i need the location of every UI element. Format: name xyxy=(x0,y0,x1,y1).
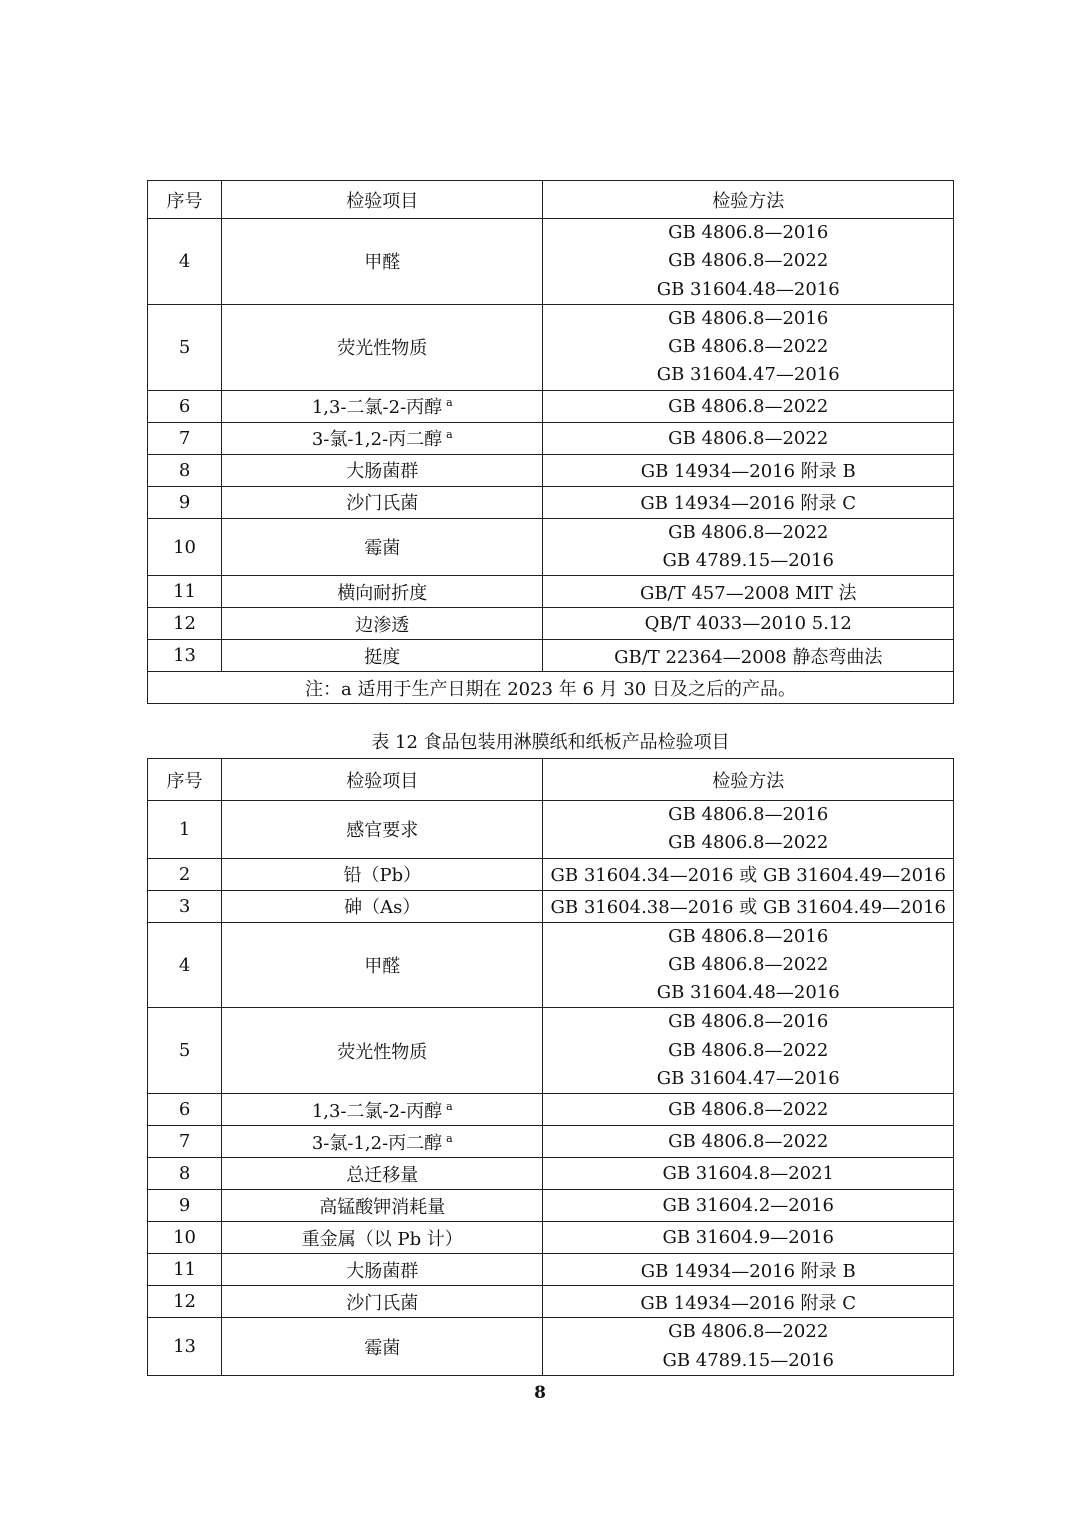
inspection-item xyxy=(222,1318,543,1376)
table-row xyxy=(148,1126,954,1158)
method-line: GB 4806.8—2016 xyxy=(668,1011,829,1033)
table-row xyxy=(148,390,954,422)
method-line: GB 4806.8—2022 xyxy=(668,521,829,543)
inspection-method: GB 4806.8—2022 xyxy=(543,1126,954,1158)
row-number: 10 xyxy=(148,518,222,576)
row-number: 2 xyxy=(148,858,222,890)
table-header-row xyxy=(148,759,954,801)
page-number: 8 xyxy=(534,1383,546,1403)
inspection-method: GB 4806.8—2022 xyxy=(543,1094,954,1126)
item-label: 荧光性物质 xyxy=(337,1041,428,1063)
item-label: 沙门氏菌 xyxy=(346,1292,419,1314)
inspection-method: GB 31604.8—2021 xyxy=(543,1158,954,1190)
row-number: 13 xyxy=(148,1318,222,1376)
header-method: 检验方法 xyxy=(543,181,954,219)
row-number: 3 xyxy=(148,890,222,922)
item-label: 甲醛 xyxy=(364,956,401,978)
table-row xyxy=(148,1318,954,1376)
header-method: 检验方法 xyxy=(543,759,954,801)
table-note: 注：a 适用于生产日期在 2023 年 6 月 30 日及之后的产品。 xyxy=(148,672,954,704)
item-label: 霉菌 xyxy=(364,1337,401,1359)
item-label: 荧光性物质 xyxy=(337,338,428,360)
row-number: 12 xyxy=(148,608,222,640)
inspection-method: QB/T 4033—2010 5.12 xyxy=(543,608,954,640)
footnote-marker: a xyxy=(446,1099,453,1113)
inspection-table-continued xyxy=(147,180,954,704)
table-row xyxy=(148,518,954,576)
table-note-row xyxy=(148,672,954,704)
row-number: 9 xyxy=(148,486,222,518)
method-line: GB 4806.8—2022 xyxy=(668,336,829,358)
method-line: GB 31604.47—2016 xyxy=(656,1068,840,1090)
item-label: 重金属（以 Pb 计） xyxy=(301,1228,463,1250)
inspection-method: GB 31604.2—2016 xyxy=(543,1190,954,1222)
item-label: 大肠菌群 xyxy=(346,461,419,483)
method-line: GB 4806.8—2016 xyxy=(668,804,829,825)
inspection-item xyxy=(222,1126,543,1158)
method-line: GB 31604.47—2016 xyxy=(656,364,840,386)
method-line: GB 4806.8—2016 xyxy=(668,307,829,329)
inspection-method: GB 31604.34—2016 或 GB 31604.49—2016 xyxy=(543,858,954,890)
header-item: 检验项目 xyxy=(222,181,543,219)
method-line: GB 4789.15—2016 xyxy=(662,550,835,572)
method-line: GB 31604.48—2016 xyxy=(656,982,840,1004)
row-number: 7 xyxy=(148,1126,222,1158)
inspection-method: GB 31604.9—2016 xyxy=(543,1222,954,1254)
table-row xyxy=(148,890,954,922)
method-line: GB 4789.15—2016 xyxy=(662,1349,835,1371)
inspection-item xyxy=(222,858,543,890)
table-row xyxy=(148,304,954,390)
header-no: 序号 xyxy=(148,181,222,219)
inspection-method: GB 4806.8—2022 xyxy=(543,390,954,422)
inspection-method: GB 31604.38—2016 或 GB 31604.49—2016 xyxy=(543,890,954,922)
table-row xyxy=(148,801,954,859)
table-row xyxy=(148,608,954,640)
table-row xyxy=(148,454,954,486)
inspection-item xyxy=(222,640,543,672)
item-label: 甲醛 xyxy=(364,252,401,274)
footnote-marker: a xyxy=(446,1131,453,1145)
table-row xyxy=(148,1158,954,1190)
inspection-method xyxy=(543,518,954,576)
item-label: 1,3-二氯-2-丙醇 xyxy=(311,397,443,419)
method-line: GB 4806.8—2022 xyxy=(668,953,829,975)
row-number: 13 xyxy=(148,640,222,672)
item-label: 3-氯-1,2-丙二醇 xyxy=(311,429,443,451)
header-item: 检验项目 xyxy=(222,759,543,801)
row-number: 10 xyxy=(148,1222,222,1254)
inspection-method xyxy=(543,219,954,305)
table-row xyxy=(148,1286,954,1318)
item-label: 横向耐折度 xyxy=(337,582,428,604)
table-caption: 表 12 食品包装用淋膜纸和纸板产品检验项目 xyxy=(371,732,730,753)
inspection-item xyxy=(222,1094,543,1126)
inspection-method: GB 4806.8—2022 xyxy=(543,422,954,454)
method-line: GB 4806.8—2022 xyxy=(668,1321,829,1343)
table-row xyxy=(148,640,954,672)
row-number: 7 xyxy=(148,422,222,454)
table-header-row xyxy=(148,181,954,219)
header-no: 序号 xyxy=(148,759,222,801)
row-number: 12 xyxy=(148,1286,222,1318)
item-label: 总迁移量 xyxy=(346,1164,419,1186)
method-line: GB 4806.8—2016 xyxy=(668,222,829,243)
inspection-method xyxy=(543,922,954,1008)
table-row xyxy=(148,1254,954,1286)
row-number: 6 xyxy=(148,390,222,422)
inspection-method: GB 14934—2016 附录 C xyxy=(543,486,954,518)
item-label: 霉菌 xyxy=(364,538,401,560)
inspection-item xyxy=(222,304,543,390)
inspection-item xyxy=(222,1222,543,1254)
inspection-item xyxy=(222,219,543,305)
inspection-method: GB 14934—2016 附录 B xyxy=(543,454,954,486)
item-label: 沙门氏菌 xyxy=(346,493,419,515)
inspection-item xyxy=(222,576,543,608)
inspection-item xyxy=(222,518,543,576)
inspection-method: GB/T 22364—2008 静态弯曲法 xyxy=(543,640,954,672)
inspection-item xyxy=(222,422,543,454)
row-number: 9 xyxy=(148,1190,222,1222)
item-label: 大肠菌群 xyxy=(346,1260,419,1282)
inspection-item xyxy=(222,608,543,640)
row-number: 11 xyxy=(148,1254,222,1286)
row-number: 11 xyxy=(148,576,222,608)
item-label: 挺度 xyxy=(364,646,401,668)
table-row xyxy=(148,486,954,518)
method-line: GB 4806.8—2022 xyxy=(668,250,829,272)
table-row xyxy=(148,1094,954,1126)
row-number: 4 xyxy=(148,922,222,1008)
item-label: 感官要求 xyxy=(346,820,419,842)
item-label: 高锰酸钾消耗量 xyxy=(319,1196,446,1218)
table-row xyxy=(148,1222,954,1254)
table-row xyxy=(148,1190,954,1222)
item-label: 砷（As） xyxy=(344,897,421,919)
method-line: GB 4806.8—2016 xyxy=(668,925,829,947)
inspection-method: GB 14934—2016 附录 B xyxy=(543,1254,954,1286)
inspection-item xyxy=(222,454,543,486)
inspection-item xyxy=(222,1158,543,1190)
inspection-table-12 xyxy=(147,758,954,1376)
table-row xyxy=(148,1008,954,1094)
row-number: 8 xyxy=(148,1158,222,1190)
inspection-method xyxy=(543,304,954,390)
inspection-item xyxy=(222,1008,543,1094)
row-number: 5 xyxy=(148,1008,222,1094)
item-label: 铅（Pb） xyxy=(343,865,422,887)
method-line: GB 4806.8—2022 xyxy=(668,832,829,854)
method-line: GB 4806.8—2022 xyxy=(668,1039,829,1061)
method-line: GB 31604.48—2016 xyxy=(656,278,840,300)
inspection-item xyxy=(222,801,543,859)
table-row xyxy=(148,922,954,1008)
inspection-method: GB 14934—2016 附录 C xyxy=(543,1286,954,1318)
footnote-marker: a xyxy=(446,428,453,442)
item-label: 3-氯-1,2-丙二醇 xyxy=(311,1132,443,1154)
inspection-method xyxy=(543,801,954,859)
row-number: 6 xyxy=(148,1094,222,1126)
inspection-item xyxy=(222,486,543,518)
inspection-item xyxy=(222,390,543,422)
item-label: 边渗透 xyxy=(355,614,410,636)
item-label: 1,3-二氯-2-丙醇 xyxy=(311,1100,443,1122)
table-row xyxy=(148,422,954,454)
inspection-item xyxy=(222,1254,543,1286)
row-number: 5 xyxy=(148,304,222,390)
table-row xyxy=(148,858,954,890)
inspection-item xyxy=(222,922,543,1008)
table-row xyxy=(148,576,954,608)
inspection-method xyxy=(543,1318,954,1376)
inspection-method: GB/T 457—2008 MIT 法 xyxy=(543,576,954,608)
footnote-marker: a xyxy=(446,396,453,410)
row-number: 1 xyxy=(148,801,222,859)
row-number: 4 xyxy=(148,219,222,305)
inspection-item xyxy=(222,1190,543,1222)
inspection-method xyxy=(543,1008,954,1094)
inspection-item xyxy=(222,1286,543,1318)
inspection-item xyxy=(222,890,543,922)
row-number: 8 xyxy=(148,454,222,486)
table-row xyxy=(148,219,954,305)
